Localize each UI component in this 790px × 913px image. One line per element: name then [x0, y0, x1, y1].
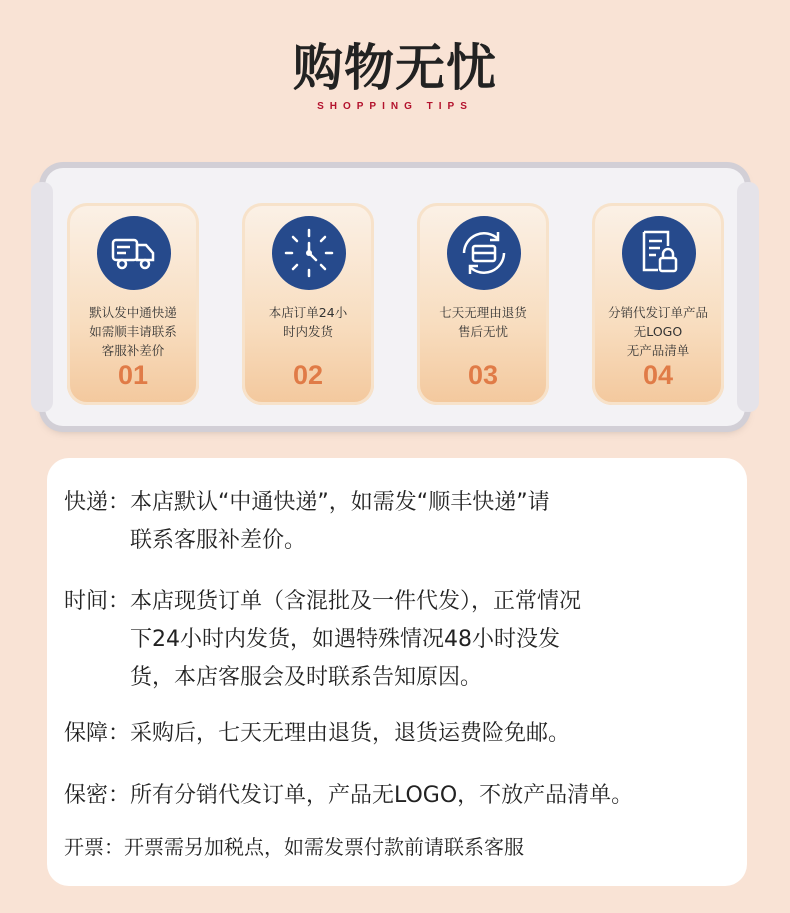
feature-card-delivery	[67, 203, 199, 405]
tip-privacy	[64, 777, 633, 815]
feature-card-text: 七天无理由退货 售后无忧	[439, 305, 527, 339]
tip-body: 采购后，七天无理由退货，退货运费险免邮。	[130, 721, 571, 746]
feature-card-number: 04	[642, 360, 674, 390]
page-title: 购物无忧	[293, 39, 497, 97]
tip-label: 时间：	[64, 589, 131, 614]
feature-card-number: 01	[117, 360, 149, 390]
page-subtitle: SHOPPING TIPS	[317, 101, 473, 112]
tip-guarantee	[64, 715, 570, 753]
feature-card-returns	[417, 203, 549, 405]
feature-card-shipping-time	[242, 203, 374, 405]
tip-delivery	[64, 484, 550, 560]
tip-body: 所有分销代发订单，产品无LOGO，不放产品清单。	[130, 783, 634, 808]
tip-time	[64, 583, 581, 697]
tip-invoice	[64, 828, 524, 866]
feature-card-text: 默认发中通快递 如需顺丰请联系 客服补差价	[89, 305, 177, 358]
return-refresh-icon	[447, 216, 521, 290]
tip-label: 保障：	[64, 721, 131, 746]
feature-card-privacy	[592, 203, 724, 405]
feature-card-number: 03	[467, 360, 499, 390]
feature-card-number: 02	[292, 360, 324, 390]
tip-label: 快递：	[64, 490, 131, 515]
features-band	[45, 168, 745, 426]
secure-document-icon	[622, 216, 696, 290]
clock-icon	[272, 216, 346, 290]
tip-body: 开票需另加税点，如需发票付款前请联系客服	[124, 835, 524, 859]
tip-label: 开票：	[64, 835, 124, 859]
tip-label: 保密：	[64, 783, 131, 808]
feature-card-text: 本店订单24小 时内发货	[268, 305, 348, 339]
feature-card-text: 分销代发订单产品 无LOGO 无产品清单	[607, 305, 708, 358]
tip-body: 本店现货订单（含混批及一件代发），正常情况 下24小时内发货，如遇特殊情况48小时没发 货，本店客服会及时联系告知原因。	[130, 589, 582, 690]
delivery-truck-icon	[97, 216, 171, 290]
tip-body: 本店默认“中通快递”，如需发“顺丰快递”请 联系客服补差价。	[130, 490, 550, 553]
